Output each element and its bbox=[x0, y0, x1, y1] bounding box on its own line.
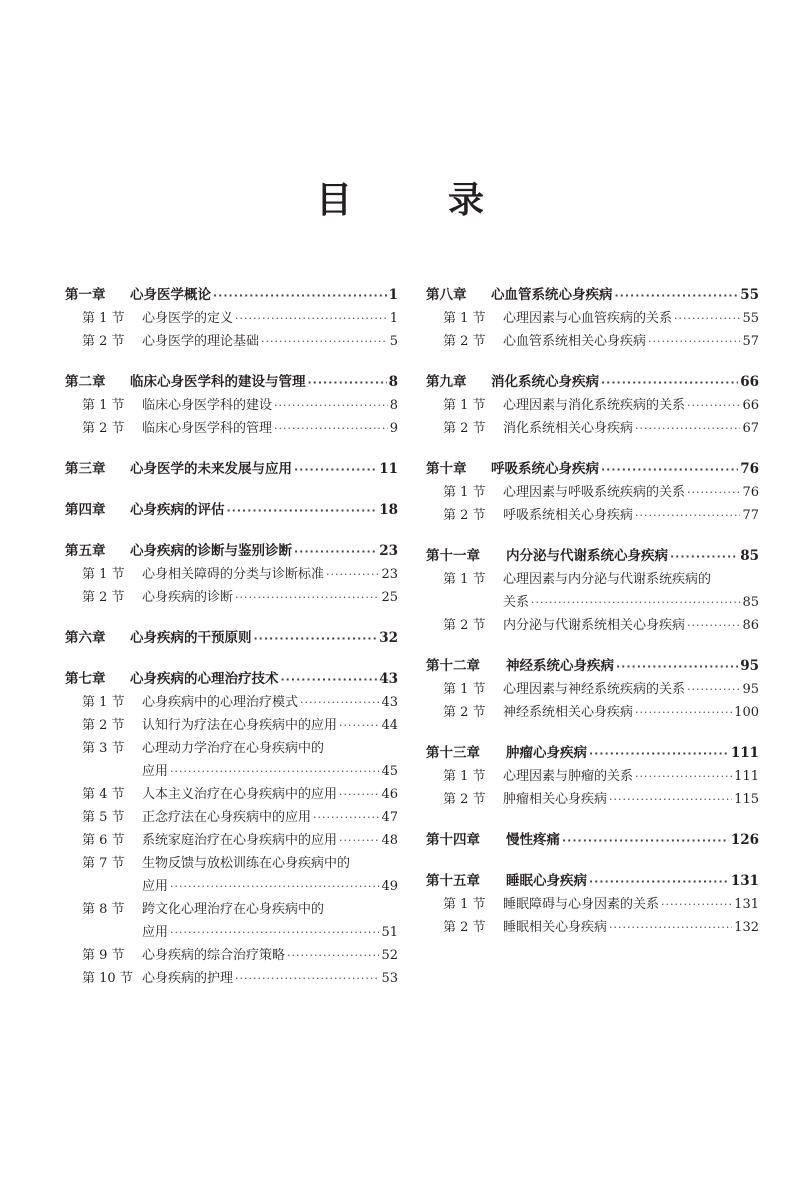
chapter-group bbox=[65, 668, 398, 990]
section-entry-continued-title: 应用 bbox=[142, 925, 169, 940]
dot-leader bbox=[601, 458, 738, 481]
chapter-entry-title: 临床心身医学科的建设与管理 bbox=[130, 374, 306, 390]
section-entry-title: 肿瘤相关心身疾病 bbox=[503, 792, 608, 807]
dot-leader bbox=[635, 765, 732, 788]
section-entry-title: 心身疾病的诊断 bbox=[142, 590, 234, 605]
chapter-entry-title: 心身疾病的评估 bbox=[130, 502, 225, 518]
chapter-entry-page: 8 bbox=[388, 374, 398, 390]
section-entry-title: 心理因素与消化系统疾病的关系 bbox=[503, 398, 686, 413]
section-entry-page: 55 bbox=[742, 311, 759, 326]
dot-leader bbox=[609, 916, 732, 939]
chapter-entry-page: 131 bbox=[730, 873, 759, 889]
section-entry-label: 第 1 节 bbox=[443, 311, 486, 326]
section-entry[interactable] bbox=[65, 330, 398, 353]
section-entry[interactable] bbox=[65, 898, 398, 921]
section-entry-title: 睡眠障碍与心身因素的关系 bbox=[503, 897, 660, 912]
chapter-group bbox=[65, 499, 398, 522]
section-entry-title: 心身医学的定义 bbox=[142, 311, 234, 326]
section-entry-label: 第 3 节 bbox=[82, 741, 125, 756]
section-entry[interactable] bbox=[426, 765, 759, 788]
section-entry-page: 43 bbox=[381, 695, 398, 710]
chapter-entry-page: 18 bbox=[379, 502, 398, 518]
chapter-entry-title: 心身疾病的诊断与鉴别诊断 bbox=[130, 543, 292, 559]
section-entry-page: 95 bbox=[742, 682, 759, 697]
chapter-group bbox=[65, 371, 398, 440]
chapter-group bbox=[426, 655, 759, 724]
dot-leader bbox=[687, 481, 740, 504]
section-entry[interactable] bbox=[426, 307, 759, 330]
section-entry-label: 第 2 节 bbox=[82, 590, 125, 605]
section-entry-label: 第 8 节 bbox=[82, 902, 125, 917]
section-entry-title: 跨文化心理治疗在心身疾病中的 bbox=[142, 902, 325, 917]
section-entry-page: 8 bbox=[389, 398, 398, 413]
section-entry-label: 第 1 节 bbox=[82, 398, 125, 413]
section-entry-title: 生物反馈与放松训练在心身疾病中的 bbox=[142, 856, 351, 871]
section-entry-label: 第 6 节 bbox=[82, 833, 125, 848]
section-entry-label: 第 1 节 bbox=[443, 572, 486, 587]
chapter-entry[interactable] bbox=[426, 870, 759, 893]
section-entry-continued[interactable] bbox=[65, 760, 398, 783]
chapter-entry[interactable] bbox=[65, 499, 398, 522]
section-entry[interactable] bbox=[426, 916, 759, 939]
chapter-entry[interactable] bbox=[65, 458, 398, 481]
dot-leader bbox=[635, 701, 732, 724]
dot-leader bbox=[661, 893, 732, 916]
section-entry-page: 100 bbox=[734, 705, 759, 720]
section-entry-title: 心理因素与心血管疾病的关系 bbox=[503, 311, 673, 326]
section-entry-title: 心理因素与内分泌与代谢系统疾病的 bbox=[503, 572, 712, 587]
chapter-entry[interactable] bbox=[426, 545, 759, 568]
section-entry-continued-title: 应用 bbox=[142, 764, 169, 779]
section-entry[interactable] bbox=[426, 701, 759, 724]
chapter-entry-title: 心身医学概论 bbox=[130, 287, 211, 303]
chapter-entry-page: 126 bbox=[730, 832, 759, 848]
chapter-entry-page: 95 bbox=[740, 658, 759, 674]
section-entry[interactable] bbox=[65, 829, 398, 852]
section-entry[interactable] bbox=[426, 417, 759, 440]
dot-leader bbox=[300, 691, 379, 714]
section-entry-label: 第 2 节 bbox=[443, 334, 486, 349]
chapter-entry-title: 消化系统心身疾病 bbox=[491, 374, 599, 390]
chapter-group bbox=[426, 284, 759, 353]
chapter-entry[interactable] bbox=[65, 284, 398, 307]
chapter-entry[interactable] bbox=[426, 284, 759, 307]
section-entry-page: 66 bbox=[742, 398, 759, 413]
section-entry[interactable] bbox=[65, 852, 398, 875]
section-entry-title: 呼吸系统相关心身疾病 bbox=[503, 508, 634, 523]
section-entry[interactable] bbox=[426, 614, 759, 637]
section-entry-label: 第 2 节 bbox=[443, 618, 486, 633]
section-entry[interactable] bbox=[65, 563, 398, 586]
section-entry-page: 46 bbox=[381, 787, 398, 802]
section-entry-label: 第 2 节 bbox=[82, 421, 125, 436]
chapter-entry-label: 第十一章 bbox=[426, 548, 480, 564]
section-entry-label: 第 2 节 bbox=[443, 920, 486, 935]
section-entry-page: 52 bbox=[381, 948, 398, 963]
section-entry-title: 神经系统相关心身疾病 bbox=[503, 705, 634, 720]
section-entry-label: 第 2 节 bbox=[443, 705, 486, 720]
dot-leader bbox=[294, 540, 377, 563]
chapter-entry-page: 111 bbox=[730, 745, 759, 761]
chapter-entry-page: 55 bbox=[740, 287, 759, 303]
dot-leader bbox=[562, 829, 729, 852]
section-entry-label: 第 1 节 bbox=[443, 398, 486, 413]
chapter-entry-page: 1 bbox=[388, 287, 398, 303]
chapter-entry-label: 第六章 bbox=[65, 630, 106, 646]
dot-leader bbox=[235, 586, 379, 609]
section-entry-title: 心理因素与呼吸系统疾病的关系 bbox=[503, 485, 686, 500]
section-entry[interactable] bbox=[426, 678, 759, 701]
section-entry[interactable] bbox=[65, 944, 398, 967]
section-entry-page: 111 bbox=[734, 769, 759, 784]
chapter-entry-label: 第五章 bbox=[65, 543, 106, 559]
dot-leader bbox=[235, 307, 388, 330]
chapter-entry-page: 11 bbox=[379, 461, 398, 477]
section-entry-label: 第 9 节 bbox=[82, 948, 125, 963]
section-entry-title: 人本主义治疗在心身疾病中的应用 bbox=[142, 787, 338, 802]
dot-leader bbox=[170, 760, 379, 783]
dot-leader bbox=[531, 591, 740, 614]
chapter-entry[interactable] bbox=[426, 655, 759, 678]
dot-leader bbox=[687, 678, 740, 701]
section-entry-page: 131 bbox=[734, 897, 759, 912]
section-entry-page: 48 bbox=[381, 833, 398, 848]
chapter-entry-title: 神经系统心身疾病 bbox=[506, 658, 614, 674]
dot-leader bbox=[227, 499, 378, 522]
chapter-entry[interactable] bbox=[65, 627, 398, 650]
section-entry-title: 心身疾病的护理 bbox=[142, 971, 234, 986]
section-entry[interactable] bbox=[426, 330, 759, 353]
chapter-entry-title: 呼吸系统心身疾病 bbox=[491, 461, 599, 477]
chapter-entry-title: 睡眠心身疾病 bbox=[506, 873, 587, 889]
section-entry-label: 第 2 节 bbox=[443, 421, 486, 436]
dot-leader bbox=[235, 967, 379, 990]
chapter-entry[interactable] bbox=[426, 458, 759, 481]
chapter-entry-label: 第十三章 bbox=[426, 745, 480, 761]
section-entry[interactable] bbox=[65, 394, 398, 417]
dot-leader bbox=[294, 458, 377, 481]
chapter-group bbox=[426, 870, 759, 939]
dot-leader bbox=[670, 545, 738, 568]
chapter-entry-page: 32 bbox=[379, 630, 398, 646]
section-entry-label: 第 1 节 bbox=[82, 311, 125, 326]
dot-leader bbox=[616, 655, 738, 678]
chapter-entry-title: 心身医学的未来发展与应用 bbox=[130, 461, 292, 477]
section-entry[interactable] bbox=[65, 307, 398, 330]
chapter-entry-label: 第十二章 bbox=[426, 658, 480, 674]
section-entry-title: 心理因素与肿瘤的关系 bbox=[503, 769, 634, 784]
section-entry-label: 第 7 节 bbox=[82, 856, 125, 871]
chapter-entry-title: 心身疾病的心理治疗技术 bbox=[130, 671, 279, 687]
chapter-entry-label: 第四章 bbox=[65, 502, 106, 518]
dot-leader bbox=[339, 783, 379, 806]
section-entry-title: 心理因素与神经系统疾病的关系 bbox=[503, 682, 686, 697]
chapter-group bbox=[426, 829, 759, 852]
chapter-entry-page: 23 bbox=[379, 543, 398, 559]
dot-leader bbox=[601, 371, 738, 394]
chapter-entry[interactable] bbox=[65, 668, 398, 691]
section-entry-continued[interactable] bbox=[65, 921, 398, 944]
chapter-group bbox=[65, 540, 398, 609]
chapter-entry-title: 心身疾病的干预原则 bbox=[130, 630, 252, 646]
dot-leader bbox=[635, 504, 740, 527]
dot-leader bbox=[615, 284, 739, 307]
section-entry-label: 第 2 节 bbox=[443, 792, 486, 807]
chapter-entry-label: 第一章 bbox=[65, 287, 106, 303]
section-entry-label: 第 1 节 bbox=[443, 682, 486, 697]
dot-leader bbox=[589, 742, 729, 765]
section-entry[interactable] bbox=[65, 806, 398, 829]
dot-leader bbox=[609, 788, 732, 811]
section-entry-page: 23 bbox=[381, 567, 398, 582]
section-entry-title: 心身疾病中的心理治疗模式 bbox=[142, 695, 299, 710]
section-entry-label: 第 1 节 bbox=[443, 485, 486, 500]
section-entry-label: 第 4 节 bbox=[82, 787, 125, 802]
section-entry[interactable] bbox=[426, 394, 759, 417]
chapter-entry-title: 慢性疼痛 bbox=[506, 832, 560, 848]
section-entry-page: 9 bbox=[389, 421, 398, 436]
section-entry-page: 132 bbox=[734, 920, 759, 935]
dot-leader bbox=[635, 417, 740, 440]
dot-leader bbox=[308, 371, 387, 394]
chapter-group bbox=[426, 545, 759, 637]
section-entry-label: 第 2 节 bbox=[82, 718, 125, 733]
section-entry[interactable] bbox=[426, 893, 759, 916]
section-entry-label: 第 1 节 bbox=[443, 897, 486, 912]
section-entry-title: 心血管系统相关心身疾病 bbox=[503, 334, 647, 349]
section-entry-title: 内分泌与代谢系统相关心身疾病 bbox=[503, 618, 686, 633]
chapter-entry[interactable] bbox=[426, 742, 759, 765]
dot-leader bbox=[261, 330, 388, 353]
section-entry-title: 临床心身医学科的建设 bbox=[142, 398, 273, 413]
section-entry[interactable] bbox=[65, 586, 398, 609]
chapter-entry-title: 心血管系统心身疾病 bbox=[491, 287, 613, 303]
dot-leader bbox=[274, 417, 388, 440]
section-entry-page: 76 bbox=[742, 485, 759, 500]
page-title: 目 录 bbox=[315, 179, 514, 221]
dot-leader bbox=[589, 870, 729, 893]
section-entry-page: 86 bbox=[742, 618, 759, 633]
section-entry-continued-page: 51 bbox=[381, 925, 398, 940]
dot-leader bbox=[674, 307, 740, 330]
dot-leader bbox=[339, 829, 379, 852]
section-entry[interactable] bbox=[65, 737, 398, 760]
dot-leader bbox=[326, 563, 379, 586]
dot-leader bbox=[287, 944, 379, 967]
section-entry-label: 第 1 节 bbox=[82, 695, 125, 710]
section-entry[interactable] bbox=[65, 691, 398, 714]
section-entry[interactable] bbox=[426, 788, 759, 811]
section-entry-title: 消化系统相关心身疾病 bbox=[503, 421, 634, 436]
section-entry-label: 第 1 节 bbox=[443, 769, 486, 784]
section-entry-label: 第 10 节 bbox=[82, 971, 133, 986]
section-entry-page: 5 bbox=[389, 334, 398, 349]
dot-leader bbox=[170, 875, 379, 898]
chapter-entry-label: 第三章 bbox=[65, 461, 106, 477]
chapter-entry-label: 第十章 bbox=[426, 461, 467, 477]
section-entry-title: 心身相关障碍的分类与诊断标准 bbox=[142, 567, 325, 582]
section-entry-title: 心理动力学治疗在心身疾病中的 bbox=[142, 741, 325, 756]
chapter-entry[interactable] bbox=[65, 540, 398, 563]
chapter-entry-page: 43 bbox=[379, 671, 398, 687]
chapter-entry-title: 肿瘤心身疾病 bbox=[506, 745, 587, 761]
chapter-entry[interactable] bbox=[426, 829, 759, 852]
section-entry-continued-title: 关系 bbox=[503, 595, 530, 610]
dot-leader bbox=[687, 614, 740, 637]
chapter-group bbox=[65, 284, 398, 353]
dot-leader bbox=[313, 806, 379, 829]
section-entry-title: 正念疗法在心身疾病中的应用 bbox=[142, 810, 312, 825]
section-entry-page: 25 bbox=[381, 590, 398, 605]
section-entry-continued-page: 49 bbox=[381, 879, 398, 894]
section-entry-label: 第 1 节 bbox=[82, 567, 125, 582]
chapter-group bbox=[65, 458, 398, 481]
section-entry[interactable] bbox=[65, 714, 398, 737]
section-entry-title: 临床心身医学科的管理 bbox=[142, 421, 273, 436]
chapter-entry[interactable] bbox=[65, 371, 398, 394]
section-entry-continued[interactable] bbox=[65, 875, 398, 898]
chapter-group bbox=[426, 742, 759, 811]
section-entry-label: 第 5 节 bbox=[82, 810, 125, 825]
chapter-entry-label: 第二章 bbox=[65, 374, 106, 390]
dot-leader bbox=[170, 921, 379, 944]
section-entry[interactable] bbox=[426, 568, 759, 591]
chapter-entry-page: 85 bbox=[740, 548, 759, 564]
dot-leader bbox=[274, 394, 388, 417]
chapter-entry-label: 第十五章 bbox=[426, 873, 480, 889]
section-entry-page: 1 bbox=[389, 311, 398, 326]
chapter-entry-page: 76 bbox=[740, 461, 759, 477]
section-entry-page: 44 bbox=[381, 718, 398, 733]
section-entry-title: 睡眠相关心身疾病 bbox=[503, 920, 608, 935]
section-entry-title: 心身疾病的综合治疗策略 bbox=[142, 948, 286, 963]
chapter-entry-label: 第七章 bbox=[65, 671, 106, 687]
section-entry-page: 47 bbox=[381, 810, 398, 825]
section-entry-title: 系统家庭治疗在心身疾病中的应用 bbox=[142, 833, 338, 848]
chapter-group bbox=[426, 458, 759, 527]
toc-left-column bbox=[65, 284, 398, 1008]
section-entry-page: 67 bbox=[742, 421, 759, 436]
section-entry-label: 第 2 节 bbox=[82, 334, 125, 349]
dot-leader bbox=[281, 668, 378, 691]
section-entry[interactable] bbox=[65, 783, 398, 806]
toc-right-column bbox=[426, 284, 759, 957]
section-entry-page: 77 bbox=[742, 508, 759, 523]
chapter-entry-label: 第九章 bbox=[426, 374, 467, 390]
section-entry[interactable] bbox=[65, 967, 398, 990]
section-entry-page: 115 bbox=[734, 792, 759, 807]
chapter-group bbox=[426, 371, 759, 440]
section-entry-title: 心身医学的理论基础 bbox=[142, 334, 260, 349]
chapter-entry-page: 66 bbox=[740, 374, 759, 390]
section-entry-title: 认知行为疗法在心身疾病中的应用 bbox=[142, 718, 338, 733]
section-entry-continued[interactable] bbox=[426, 591, 759, 614]
section-entry-page: 57 bbox=[742, 334, 759, 349]
chapter-entry-title: 内分泌与代谢系统心身疾病 bbox=[506, 548, 668, 564]
section-entry-label: 第 2 节 bbox=[443, 508, 486, 523]
dot-leader bbox=[339, 714, 379, 737]
dot-leader bbox=[213, 284, 387, 307]
chapter-group bbox=[65, 627, 398, 650]
section-entry-continued-page: 85 bbox=[742, 595, 759, 610]
section-entry[interactable] bbox=[426, 481, 759, 504]
chapter-entry-label: 第八章 bbox=[426, 287, 467, 303]
section-entry[interactable] bbox=[65, 417, 398, 440]
dot-leader bbox=[254, 627, 378, 650]
chapter-entry[interactable] bbox=[426, 371, 759, 394]
section-entry-page: 53 bbox=[381, 971, 398, 986]
chapter-entry-label: 第十四章 bbox=[426, 832, 480, 848]
section-entry[interactable] bbox=[426, 504, 759, 527]
dot-leader bbox=[687, 394, 740, 417]
section-entry-continued-page: 45 bbox=[381, 764, 398, 779]
dot-leader bbox=[648, 330, 740, 353]
section-entry-continued-title: 应用 bbox=[142, 879, 169, 894]
